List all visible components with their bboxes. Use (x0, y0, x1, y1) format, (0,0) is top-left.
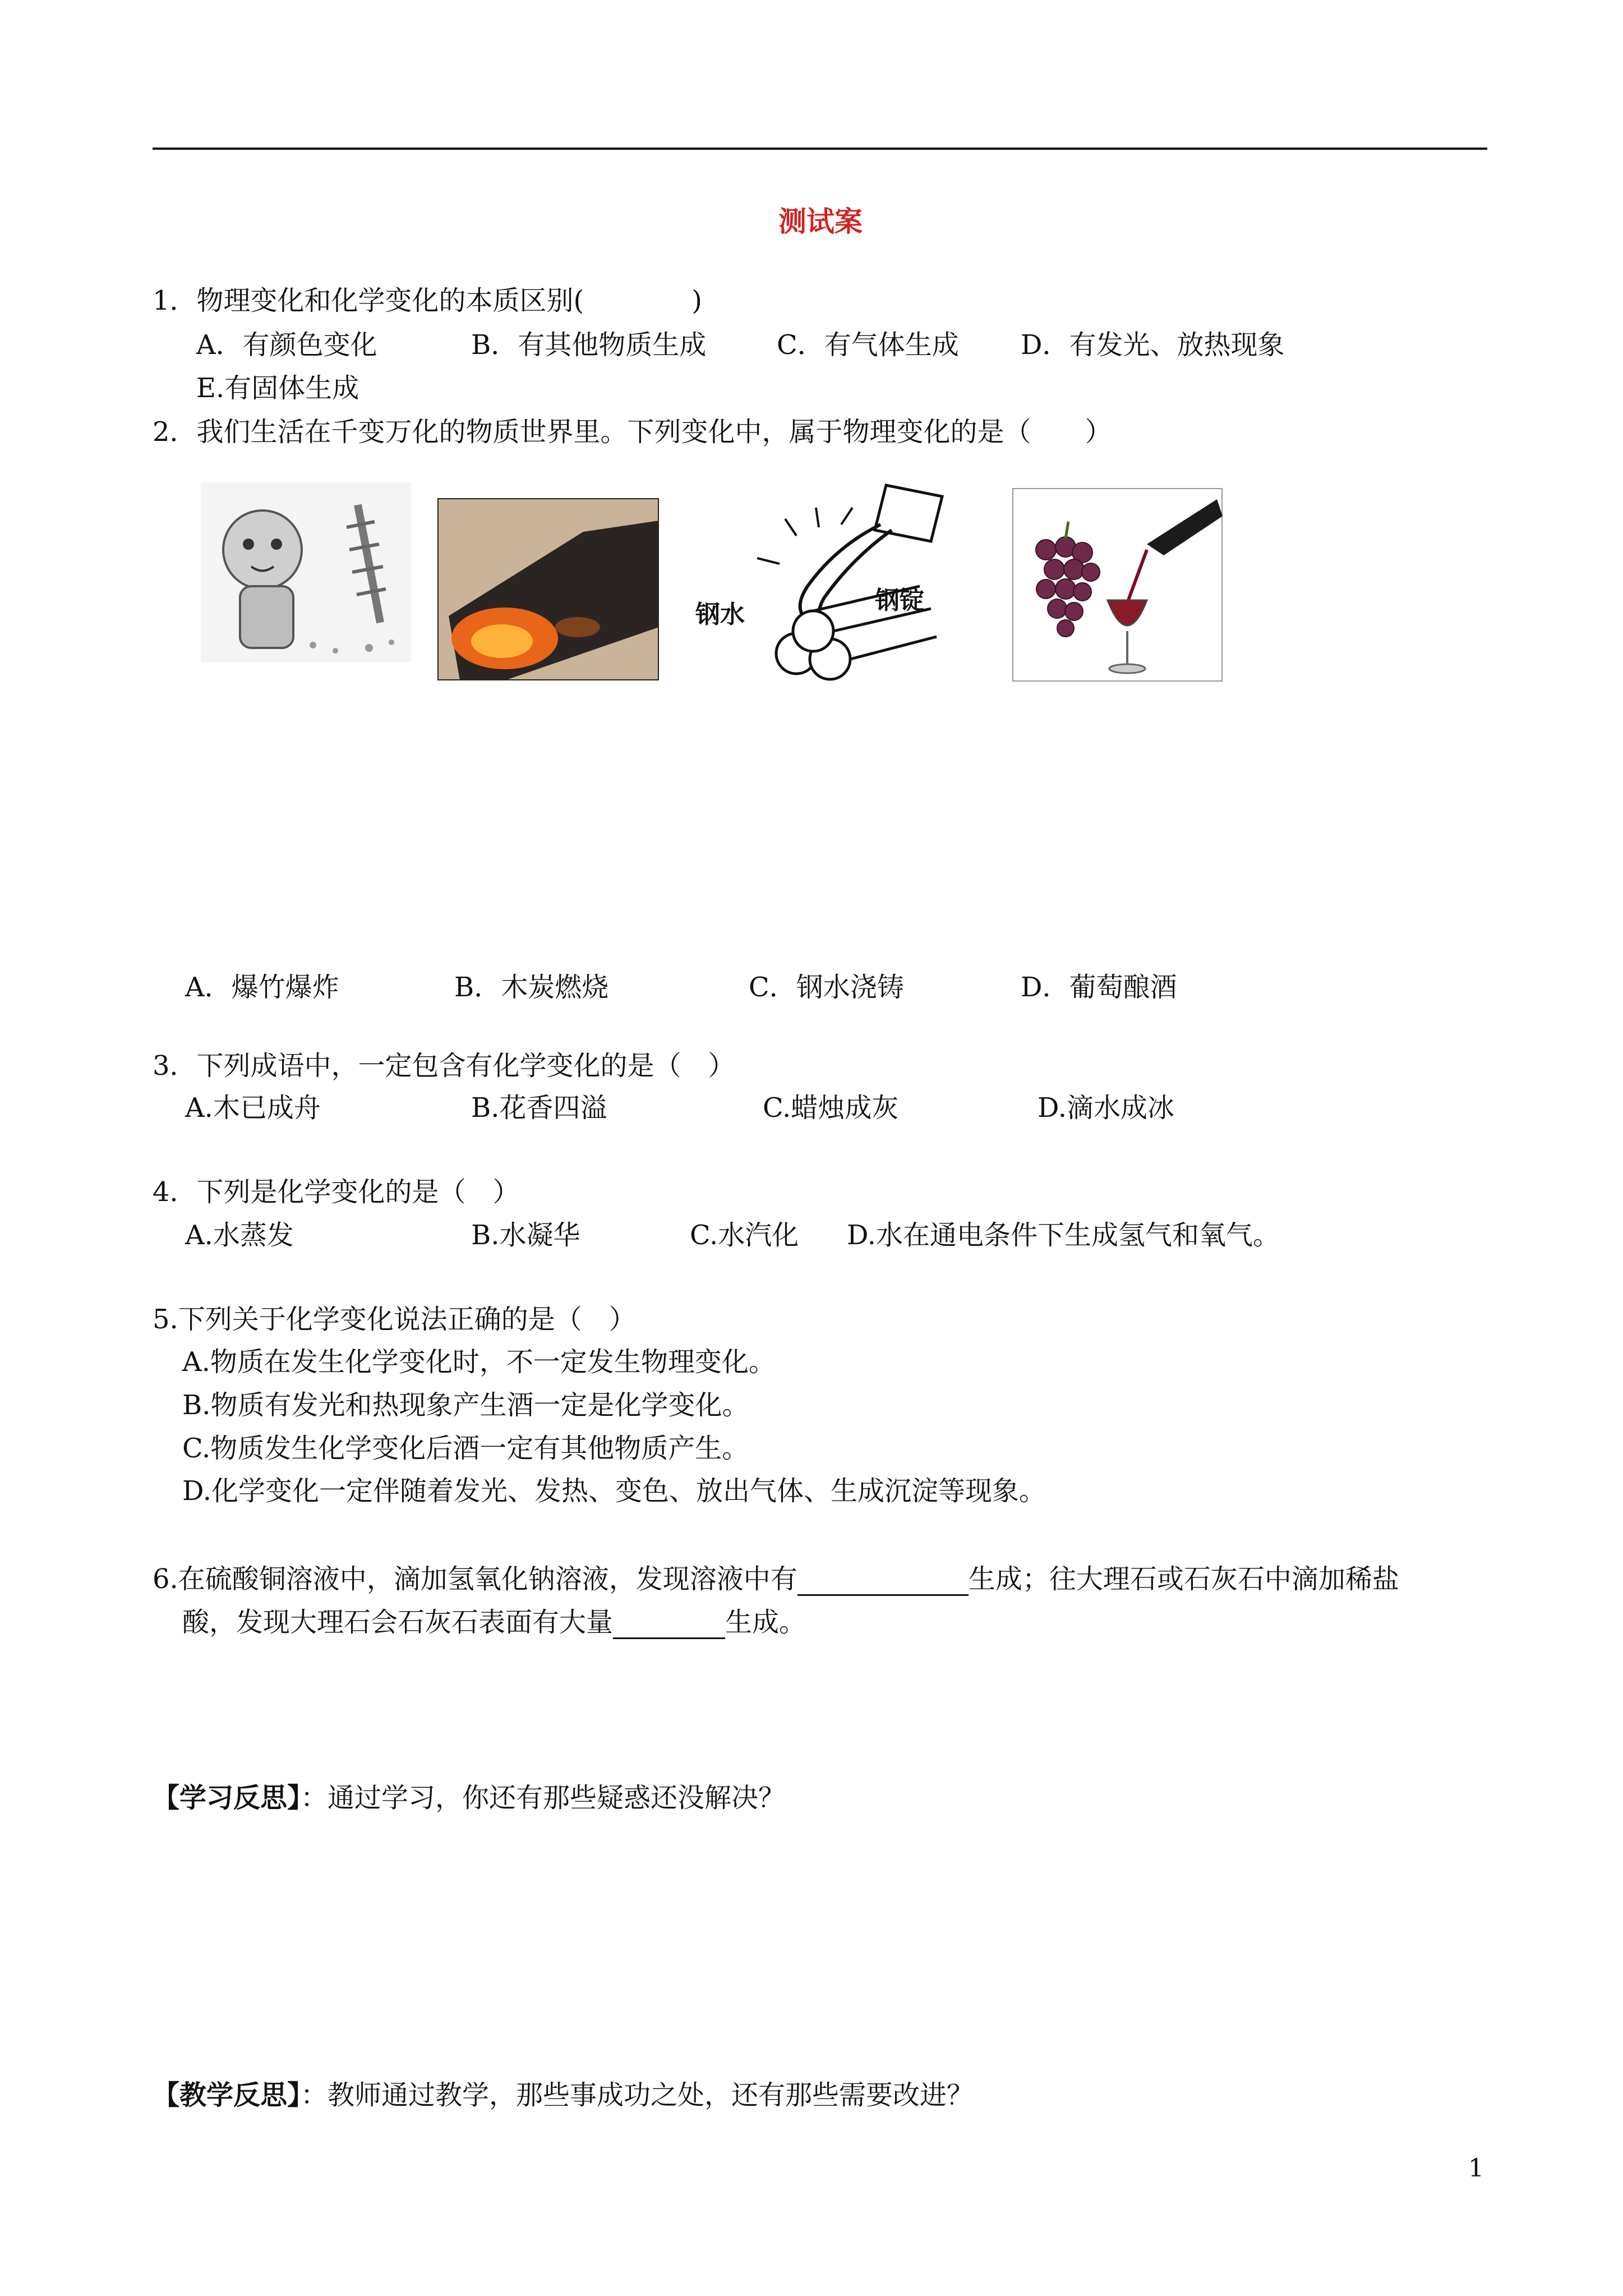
q1-stem: 1．物理变化和化学变化的本质区别( ) (153, 285, 702, 316)
q1-option-b: B．有其他物质生成 (471, 329, 707, 361)
q6-blank-1[interactable] (797, 1567, 969, 1596)
steel-casting-image (695, 474, 965, 687)
study-reflection-label: 【学习反思】 (153, 1782, 301, 1814)
q1-option-d: D．有发光、放热现象 (1021, 329, 1285, 361)
q3-option-a: A.木已成舟 (185, 1092, 321, 1124)
firecracker-image (201, 482, 411, 662)
q6-blank-2[interactable] (613, 1611, 725, 1639)
q4-stem: 4．下列是化学变化的是（ ） (153, 1176, 520, 1208)
q6-line2a: 酸，发现大理石会石灰石表面有大量 (182, 1607, 614, 1638)
q4-option-a: A.水蒸发 (185, 1220, 294, 1251)
header-rule (153, 148, 1487, 150)
q2-option-c: C．钢水浇铸 (749, 972, 904, 1003)
teaching-reflection-label: 【教学反思】 (153, 2079, 301, 2111)
q5-stem: 5.下列关于化学变化说法正确的是（ ） (153, 1304, 636, 1335)
q5-option-b: B.物质有发光和热现象产生酒一定是化学变化。 (182, 1389, 749, 1421)
q2-option-a: A．爆竹爆炸 (185, 972, 339, 1003)
steel-ingot-label: 钢锭 (875, 586, 924, 615)
q3-option-c: C.蜡烛成灰 (763, 1092, 899, 1124)
q5-option-d: D.化学变化一定伴随着发光、发热、变色、放出气体、生成沉淀等现象。 (182, 1475, 1046, 1507)
q1-option-e: E.有固体生成 (196, 372, 359, 404)
q2-option-d: D．葡萄酿酒 (1021, 972, 1177, 1003)
q3-stem: 3．下列成语中，一定包含有化学变化的是（ ） (153, 1050, 735, 1082)
q6-line-2 (182, 1605, 806, 1639)
study-reflection-text: ：通过学习，你还有那些疑惑还没解决？ (301, 1782, 786, 1814)
q4-option-b: B.水凝华 (471, 1220, 580, 1251)
q4-option-d: D.水在通电条件下生成氢气和氧气。 (847, 1220, 1280, 1251)
q6-part1: 6.在硫酸铜溶液中，滴加氢氧化钠溶液，发现溶液中有 (153, 1563, 797, 1595)
page-title: 测试案 (778, 205, 863, 238)
q1-option-c: C．有气体生成 (777, 329, 959, 361)
q6-line2b: 生成。 (725, 1607, 806, 1638)
grape-wine-image (1012, 488, 1223, 682)
burning-charcoal-image (437, 498, 659, 680)
q6-line-1 (153, 1562, 1399, 1596)
q3-option-b: B.花香四溢 (471, 1092, 607, 1124)
q2-option-b: B．木炭燃烧 (454, 972, 609, 1003)
teaching-reflection-text: ：教师通过教学，那些事成功之处，还有那些需要改进？ (301, 2079, 974, 2111)
q5-option-c: C.物质发生化学变化后酒一定有其他物质产生。 (182, 1433, 749, 1464)
molten-steel-label: 钢水 (695, 600, 745, 629)
teaching-reflection (153, 2078, 974, 2112)
q5-option-a: A.物质在发生化学变化时，不一定发生物理变化。 (182, 1346, 776, 1378)
q1-option-a: A．有颜色变化 (196, 329, 377, 361)
study-reflection (153, 1781, 785, 1815)
page-number: 1 (1468, 2154, 1484, 2183)
q4-option-c: C.水汽化 (690, 1220, 799, 1251)
q2-stem: 2．我们生活在千变万化的物质世界里。下列变化中，属于物理变化的是（ ） (153, 416, 1112, 448)
q3-option-d: D.滴水成冰 (1038, 1092, 1175, 1124)
q6-part2: 生成；往大理石或石灰石中滴加稀盐 (968, 1563, 1399, 1595)
